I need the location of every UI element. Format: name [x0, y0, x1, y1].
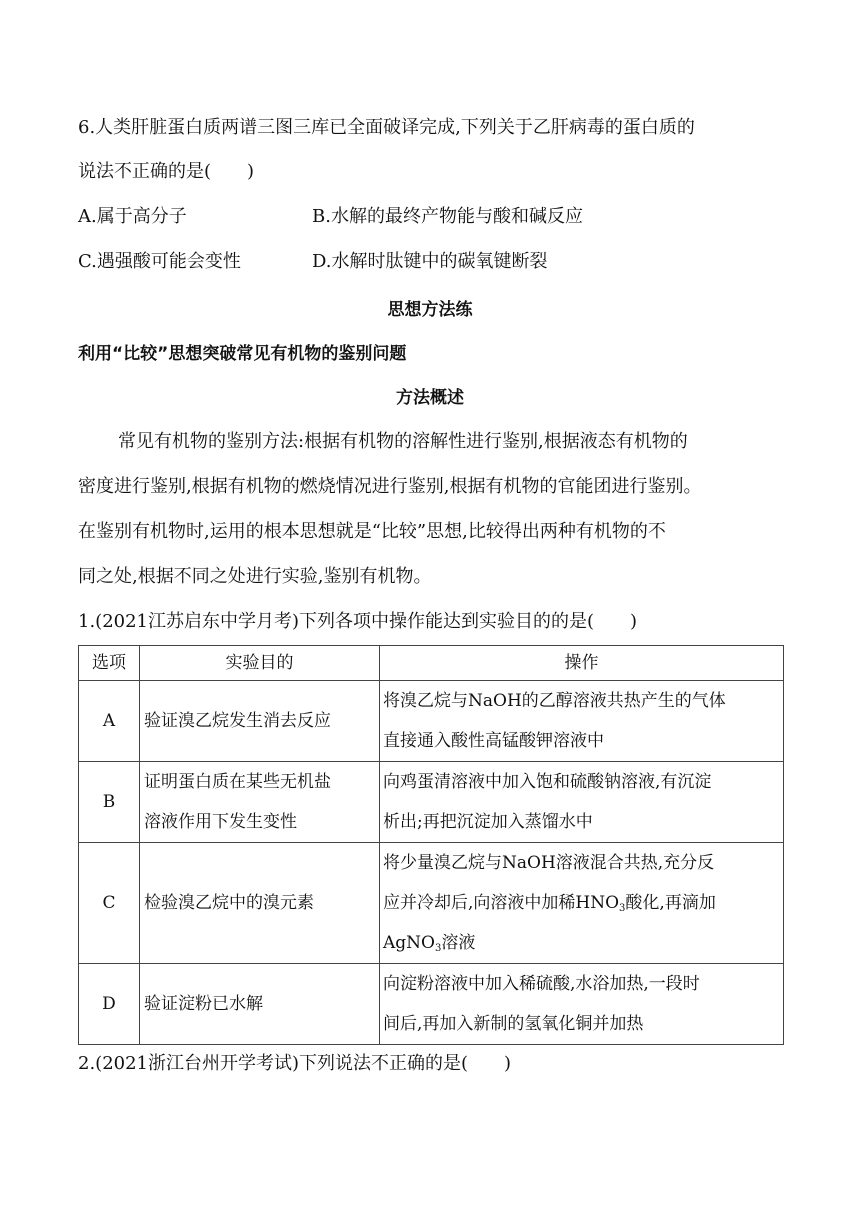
operation-line — [383, 883, 781, 923]
table-row — [79, 681, 784, 762]
row-operation — [380, 843, 784, 964]
operation-text: 酸化,再滴加 — [625, 893, 716, 913]
operation-line — [383, 923, 781, 963]
operation-line: 直接通入酸性高锰酸钾溶液中 — [383, 731, 604, 751]
subscript: 3 — [434, 943, 442, 954]
paragraph-line-3: 在鉴别有机物时,运用的根本思想就是“比较”思想,比较得出两种有机物的不 — [78, 521, 666, 542]
paragraph-line-2: 密度进行鉴别,根据有机物的燃烧情况进行鉴别,根据有机物的官能团进行鉴别。 — [78, 476, 702, 497]
operation-line: 将溴乙烷与NaOH的乙醇溶液共热产生的气体 — [383, 691, 726, 711]
header-option: 选项 — [79, 646, 140, 681]
experiment-table — [78, 645, 784, 1045]
row-purpose — [140, 762, 380, 843]
table-row — [79, 964, 784, 1045]
row-purpose — [140, 843, 380, 964]
row-option: C — [79, 843, 140, 964]
purpose-line: 溶液作用下发生变性 — [144, 812, 297, 832]
table-row — [79, 762, 784, 843]
table-header-row — [79, 646, 784, 681]
q6-option-c: C.遇强酸可能会变性 — [78, 251, 241, 272]
row-purpose — [140, 964, 380, 1045]
q6-stem-line2: 说法不正确的是( ) — [78, 161, 255, 182]
header-purpose: 实验目的 — [140, 646, 380, 681]
operation-text: 应并冷却后,向溶液中加稀HNO — [383, 893, 620, 913]
operation-line: 将少量溴乙烷与NaOH溶液混合共热,充分反 — [383, 853, 715, 873]
overview-title: 方法概述 — [396, 388, 464, 408]
section-title: 思想方法练 — [387, 300, 473, 320]
operation-text: AgNO — [383, 933, 435, 953]
q2-stem: 2.(2021浙江台州开学考试)下列说法不正确的是( ) — [78, 1053, 512, 1074]
header-operation: 操作 — [380, 646, 784, 681]
purpose-line: 验证溴乙烷发生消去反应 — [144, 711, 331, 731]
row-operation — [380, 681, 784, 762]
operation-line: 间后,再加入新制的氢氧化铜并加热 — [383, 1014, 644, 1034]
row-operation — [380, 762, 784, 843]
operation-line: 向淀粉溶液中加入稀硫酸,水浴加热,一段时 — [383, 974, 700, 994]
section-subtitle: 利用“比较”思想突破常见有机物的鉴别问题 — [78, 344, 407, 364]
operation-line: 析出;再把沉淀加入蒸馏水中 — [383, 812, 593, 832]
row-option: D — [79, 964, 140, 1045]
q6-stem-line1: 6.人类肝脏蛋白质两谱三图三库已全面破译完成,下列关于乙肝病毒的蛋白质的 — [78, 117, 695, 138]
purpose-line: 验证淀粉已水解 — [144, 994, 263, 1014]
paragraph-line-1: 常见有机物的鉴别方法:根据有机物的溶解性进行鉴别,根据液态有机物的 — [118, 431, 688, 452]
subscript: 3 — [619, 903, 626, 914]
q6-option-b: B.水解的最终产物能与酸和碱反应 — [312, 206, 583, 227]
row-operation — [380, 964, 784, 1045]
q6-option-a: A.属于高分子 — [78, 206, 187, 227]
table-row — [79, 843, 784, 964]
purpose-line: 证明蛋白质在某些无机盐 — [144, 772, 331, 792]
paragraph-line-4: 同之处,根据不同之处进行实验,鉴别有机物。 — [78, 566, 432, 587]
purpose-line: 检验溴乙烷中的溴元素 — [144, 893, 314, 913]
operation-text: 溶液 — [441, 933, 476, 953]
q1-stem: 1.(2021江苏启东中学月考)下列各项中操作能达到实验目的的是( ) — [78, 611, 638, 632]
row-option: A — [79, 681, 140, 762]
q6-option-d: D.水解时肽键中的碳氧键断裂 — [312, 251, 548, 272]
operation-line: 向鸡蛋清溶液中加入饱和硫酸钠溶液,有沉淀 — [383, 772, 712, 792]
row-purpose — [140, 681, 380, 762]
row-option: B — [79, 762, 140, 843]
